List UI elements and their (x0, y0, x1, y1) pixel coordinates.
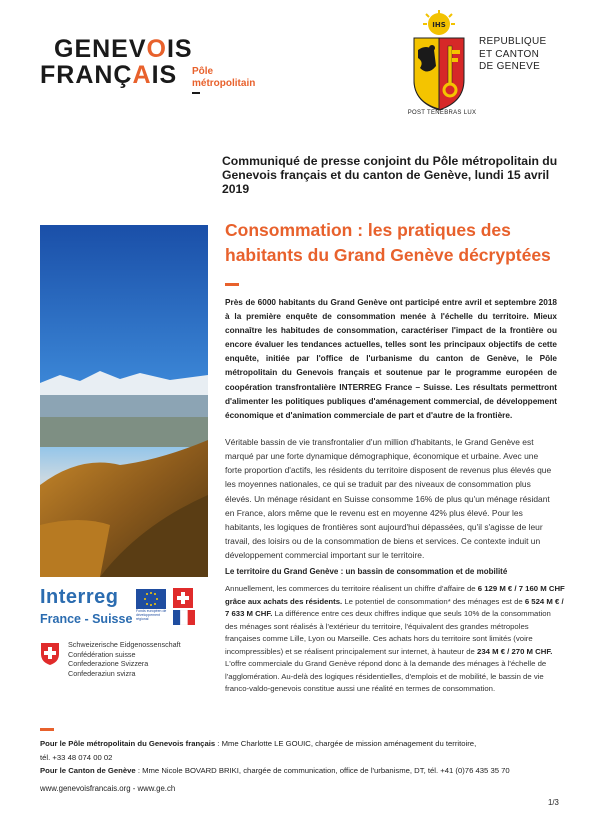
contact-2: Pour le Canton de Genève : Mme Nicole BOVARD BRIKI, chargée de communication, office de l'urbanisme, DT, tél. +41 (0)76 435 35 70 (40, 766, 510, 775)
canton-line: ET CANTON (479, 48, 540, 60)
logo-word-francais: FRANÇAIS (40, 61, 178, 89)
eu-flag-icon (136, 589, 166, 609)
genevois-francais-logo (40, 36, 280, 96)
consumption-paragraph: Annuellement, les commerces du territoire réalisent un chiffre d'affaire de 6 129 M € / 7 160 M CHF grâce aux achats des résidents. Le potentiel de consommation* des ménages est de 6 524 M € / 7 633 M CHF. La différence entre ces deux chiffres indique que seuls 10% de la consommation des ménages sont réalisés à l'extérieur du territoire, l'équivalent des grandes métropoles françaises comme Lille, Lyon ou Marseille. Ces achats hors du territoire sont limités (voire incompressibles) et se réalisent principalement sur internet, à hauteur de 234 M € / 270 M CHF. L'offre commerciale du Grand Genève répond donc à la demande des ménages à l'échelle de l'agglomération. Au-delà des logiques résidentielles, d'emplois et de mobilité, le bassin de vie franco-valdo-genevois constitue aussi une réalité en termes de consommation. (225, 584, 565, 694)
context-paragraph: Véritable bassin de vie transfrontalier d'un million d'habitants, le Grand Genève est marqué par une forte dynamique démographique, économique et urbaine. Avec une forte proportion d'actifs, les résidents du territoire disposent de revenus plus élevés que les moyennes nationales, ce qui se traduit par des niveaux de consommation plus élevés. Un ménage résidant en Suisse consomme 16% de plus qu'un ménage résidant en France, alors même que le revenu est en moyenne 42% plus élevé. Pour les habitants, les logiques de frontières sont aujourd'hui dépassées, qu'il s'agisse de leur travail, des loisirs ou de la consommation de biens et services. Ce contexte induit un développement commercial important sur le territoire. (225, 437, 552, 561)
swiss-flag-icon (173, 588, 193, 608)
confederation-line: Schweizerische Eidgenossenschaft (68, 640, 181, 649)
swiss-shield-icon (40, 642, 60, 671)
contact-1: Pour le Pôle métropolitain du Genevois français : Mme Charlotte LE GOUIC, chargée de mission aménagement du territoire, (40, 739, 477, 748)
svg-text:IHS: IHS (432, 21, 446, 29)
crest-motto: POST TENEBRAS LUX (407, 110, 477, 116)
title-divider (225, 283, 239, 286)
logo-subtitle: Pôle métropolitain (192, 66, 256, 89)
landscape-photo (40, 225, 208, 577)
page-title: Consommation : les pratiques des habitants du Grand Genève décryptées (225, 220, 551, 265)
eu-caption: Fonds européen de développement régional (136, 609, 167, 621)
geneva-crest-icon (406, 10, 472, 120)
confederation-line: Confédération suisse (68, 649, 136, 659)
french-flag-icon (173, 610, 195, 625)
canton-line: REPUBLIQUE (479, 36, 547, 47)
canton-name (479, 36, 546, 74)
confederation-text (68, 640, 181, 678)
footer-divider (40, 728, 54, 731)
section-subheading: Le territoire du Grand Genève : un bassin de consommation et de mobilité (225, 567, 508, 576)
intro-paragraph: Près de 6000 habitants du Grand Genève ont participé entre avril et septembre 2018 à la première enquête de consommation menée à l'échelle du territoire. Mieux connaître les habitudes de consommation, caractériser l'impact de la frontière ou encore évaluer les tendances actuelles, telles sont les principaux objectifs de cette enquête, initiée par l'office de l'urbanisme du canton de Genève, le Pôle métropolitain du Genevois français et soutenue par le programme européen de coopération transfrontalière INTERREG France – Suisse. Les résultats permettront d'alimenter les politiques publiques d'aménagement commercial, de développement économique et d'animation commerciale de part et d'autre de la frontière. (225, 298, 557, 420)
website-links[interactable]: www.genevoisfrancais.org - www.ge.ch (40, 784, 176, 793)
confederation-line: Confederazione Svizzera (68, 659, 149, 669)
interreg-subtitle: France - Suisse (40, 612, 133, 626)
confederation-line: Confederaziun svizra (68, 668, 136, 678)
press-contacts (40, 737, 580, 778)
contact-1-tel: tél. +33 48 074 00 02 (40, 752, 113, 762)
interreg-wordmark: Interreg (40, 586, 119, 608)
page-number: 1/3 (548, 798, 559, 807)
press-release-heading: Communiqué de presse conjoint du Pôle métropolitain du Genevois français et du canton de Genève, lundi 15 avril 2019 (222, 154, 558, 196)
logo-underline (192, 92, 200, 94)
logo-word-genevois: GENEVOIS (54, 35, 193, 63)
canton-line: DE GENEVE (479, 61, 541, 72)
